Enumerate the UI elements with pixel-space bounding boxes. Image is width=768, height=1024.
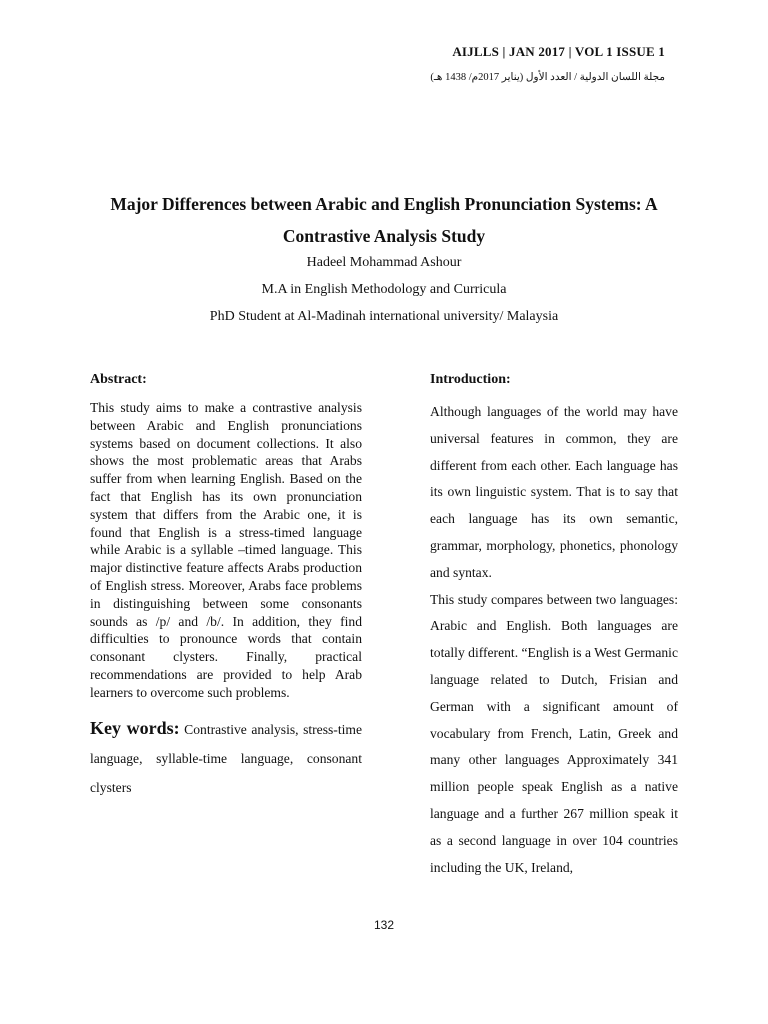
abstract-text: This study aims to make a contrastive analysis between Arabic and English pronunciations systems based on document collections. It also shows the most problematic areas that Arabs suffer from when learning English. Based on the fact that English has its own pronunciation system that differs from the Arabic one, it is found that English is a stress-timed language while Arabic is a syllable –timed language. This major distinctive feature affects Arabs production of English stress. Moreover, Arabs face problems in distinguishing between some consonants sounds as /p/ and /b/. In addition, they find difficulties to pronounce words that contain consonant clysters. Finally, practical recommendations are provided to help Arab learners to overcome such problems. — [90, 400, 362, 700]
keywords-text: Contrastive analysis, stress-time language, syllable-time language, consonant clysters — [90, 721, 362, 795]
keywords — [90, 714, 362, 802]
introduction-section — [430, 372, 678, 881]
author-degree: M.A in English Methodology and Curricula — [261, 282, 507, 297]
introduction-paragraph-2: This study compares between two languages: Arabic and English. Both languages are totally different. “English is a West Germanic language related to Dutch, Frisian and German with a significant amount of vocabulary from French, Latin, Greek and many other languages Approximately 341 million people speak English as a native language and a further 267 million speak it as a second language in over 104 countries including the UK, Ireland, — [430, 591, 678, 875]
arabic-journal-header: مجلة اللسان الدولية / العدد الأول (يناير 2017م/ 1438 هـ) — [430, 72, 665, 83]
paper-title: Major Differences between Arabic and English Pronunciation Systems: A Contrastive Analysis Study — [110, 194, 658, 246]
author-affiliation: PhD Student at Al-Madinah international university/ Malaysia — [209, 309, 559, 324]
journal-header: AIJLLS | JAN 2017 | VOL 1 ISSUE 1 — [452, 44, 665, 59]
introduction-paragraph-1: Although languages of the world may have universal features in common, they are different from each other. Each language has its own linguistic system. That is to say that each language has its own semantic, grammar, morphology, phonetics, phonology and syntax. — [430, 404, 678, 580]
abstract-section — [90, 372, 362, 802]
page-number: 132 — [373, 918, 395, 932]
introduction-heading: Introduction: — [430, 372, 511, 387]
author-name: Hadeel Mohammad Ashour — [306, 255, 462, 270]
abstract-heading: Abstract: — [90, 372, 147, 387]
keywords-label: Key words: — [90, 717, 180, 738]
